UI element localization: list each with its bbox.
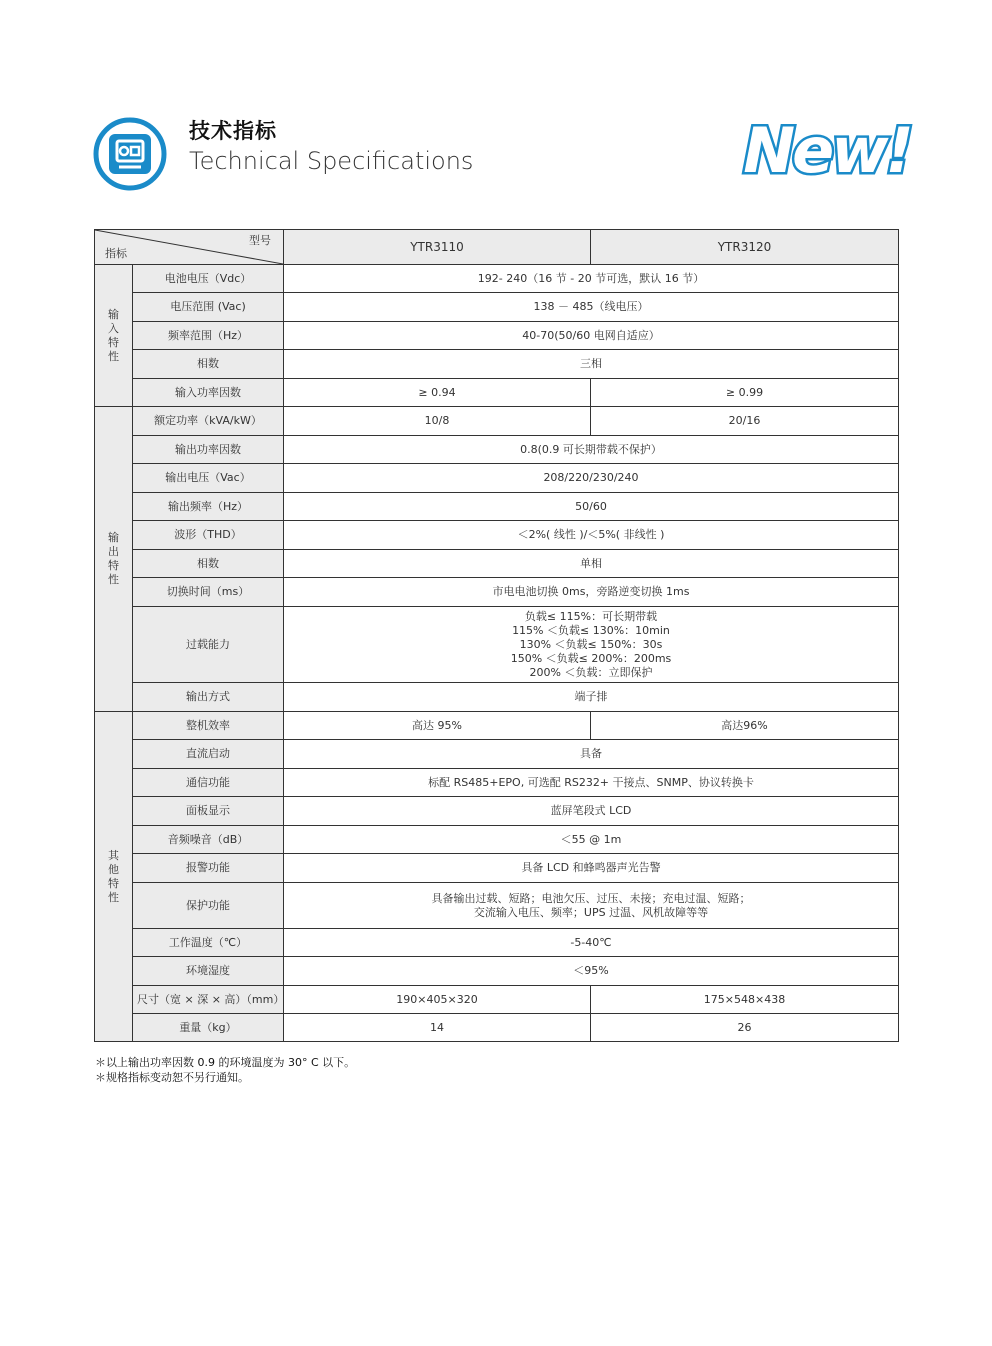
overload-line: 150% ＜负载≤ 200%：200ms — [510, 651, 672, 665]
row-value: ＜55 @ 1m — [284, 826, 899, 854]
row-label: 电压范围 (Vac) — [133, 293, 284, 322]
row-label: 相数 — [133, 550, 284, 578]
category-input — [95, 265, 133, 407]
row-value-model1: 10/8 — [284, 407, 591, 436]
protection-line: 交流输入电压、频率；UPS 过温、风机故障等等 — [473, 905, 709, 919]
category-output — [95, 407, 133, 712]
row-label: 报警功能 — [133, 854, 284, 883]
row-label: 工作温度（℃） — [133, 929, 284, 957]
row-label: 输入功率因数 — [133, 379, 284, 407]
category-label: 其他特性 — [108, 848, 119, 904]
row-label: 通信功能 — [133, 769, 284, 797]
row-value: 138 － 485（线电压） — [284, 293, 899, 322]
row-value: ＜95% — [284, 957, 899, 986]
row-label: 额定功率（kVA/kW） — [133, 407, 284, 436]
row-value: 市电电池切换 0ms，旁路逆变切换 1ms — [284, 578, 899, 607]
row-label: 相数 — [133, 350, 284, 379]
row-value: 蓝屏笔段式 LCD — [284, 797, 899, 826]
page-title-zh: 技术指标 — [189, 119, 277, 143]
row-label: 输出电压（Vac） — [133, 464, 284, 493]
row-label: 波形（THD） — [133, 521, 284, 550]
spec-chip-icon — [93, 117, 167, 191]
corner-model-label: 型号 — [249, 234, 271, 247]
row-label: 切换时间（ms） — [133, 578, 284, 607]
row-value: 0.8(0.9 可长期带载不保护） — [284, 436, 899, 464]
row-label: 保护功能 — [133, 883, 284, 929]
category-label: 输入特性 — [108, 307, 119, 363]
overload-line: 负载≤ 115%：可长期带载 — [524, 609, 658, 623]
footnote: ＊以上输出功率因数 0.9 的环境温度为 30° C 以下。 — [95, 1056, 356, 1069]
footnote: ＊规格指标变动恕不另行通知。 — [95, 1071, 249, 1084]
corner-index-label: 指标 — [105, 247, 127, 260]
row-value: 端子排 — [284, 683, 899, 712]
row-label: 频率范围（Hz） — [133, 322, 284, 350]
row-value-model1: 高达 95% — [284, 712, 591, 740]
row-value-model1: ≥ 0.94 — [284, 379, 591, 407]
row-value-model1: 14 — [284, 1014, 591, 1042]
model-header: YTR3120 — [591, 230, 899, 265]
footnotes — [95, 1055, 355, 1085]
row-value: 192- 240（16 节 - 20 节可选，默认 16 节） — [284, 265, 899, 293]
row-value-model2: ≥ 0.99 — [591, 379, 899, 407]
overload-line: 200% ＜负载：立即保护 — [529, 665, 653, 679]
row-value-model2: 175×548×438 — [591, 986, 899, 1014]
row-value: 50/60 — [284, 493, 899, 521]
row-label: 整机效率 — [133, 712, 284, 740]
row-label: 电池电压（Vdc） — [133, 265, 284, 293]
overload-capacity-value — [284, 607, 899, 683]
row-label: 输出频率（Hz） — [133, 493, 284, 521]
row-value-model2: 高达96% — [591, 712, 899, 740]
protection-function-value — [284, 883, 899, 929]
model-header: YTR3110 — [284, 230, 591, 265]
row-label: 尺寸（宽 × 深 × 高）（mm） — [133, 986, 284, 1014]
spec-table — [94, 229, 899, 1042]
row-value-model2: 20/16 — [591, 407, 899, 436]
new-badge — [743, 114, 911, 187]
row-value: 208/220/230/240 — [284, 464, 899, 493]
row-label: 环境湿度 — [133, 957, 284, 986]
row-label: 音频噪音（dB） — [133, 826, 284, 854]
category-other — [95, 712, 133, 1042]
overload-line: 115% ＜负载≤ 130%：10min — [512, 623, 670, 637]
row-value: ＜2%( 线性 )/＜5%( 非线性 ) — [284, 521, 899, 550]
new-badge-text: New! — [743, 114, 911, 187]
row-value: 单相 — [284, 550, 899, 578]
row-value-model2: 26 — [591, 1014, 899, 1042]
row-value: 具备 — [284, 740, 899, 769]
row-label: 输出功率因数 — [133, 436, 284, 464]
row-value: 三相 — [284, 350, 899, 379]
row-value: 具备 LCD 和蜂鸣器声光告警 — [284, 854, 899, 883]
row-label: 面板显示 — [133, 797, 284, 826]
row-label: 输出方式 — [133, 683, 284, 712]
row-value-model1: 190×405×320 — [284, 986, 591, 1014]
category-label: 输出特性 — [108, 531, 119, 586]
row-value: -5-40℃ — [284, 929, 899, 957]
protection-line: 具备输出过载、短路；电池欠压、过压、未接；充电过温、短路； — [431, 891, 751, 905]
overload-line: 130% ＜负载≤ 150%：30s — [519, 637, 663, 651]
row-label: 过载能力 — [133, 607, 284, 683]
row-label: 重量（kg） — [133, 1014, 284, 1042]
row-value: 标配 RS485+EPO, 可选配 RS232+ 干接点、SNMP、协议转换卡 — [284, 769, 899, 797]
row-value: 40-70(50/60 电网自适应） — [284, 322, 899, 350]
row-label: 直流启动 — [133, 740, 284, 769]
page-title-en: Technical Specifications — [189, 147, 474, 175]
table-corner-header — [95, 230, 284, 265]
